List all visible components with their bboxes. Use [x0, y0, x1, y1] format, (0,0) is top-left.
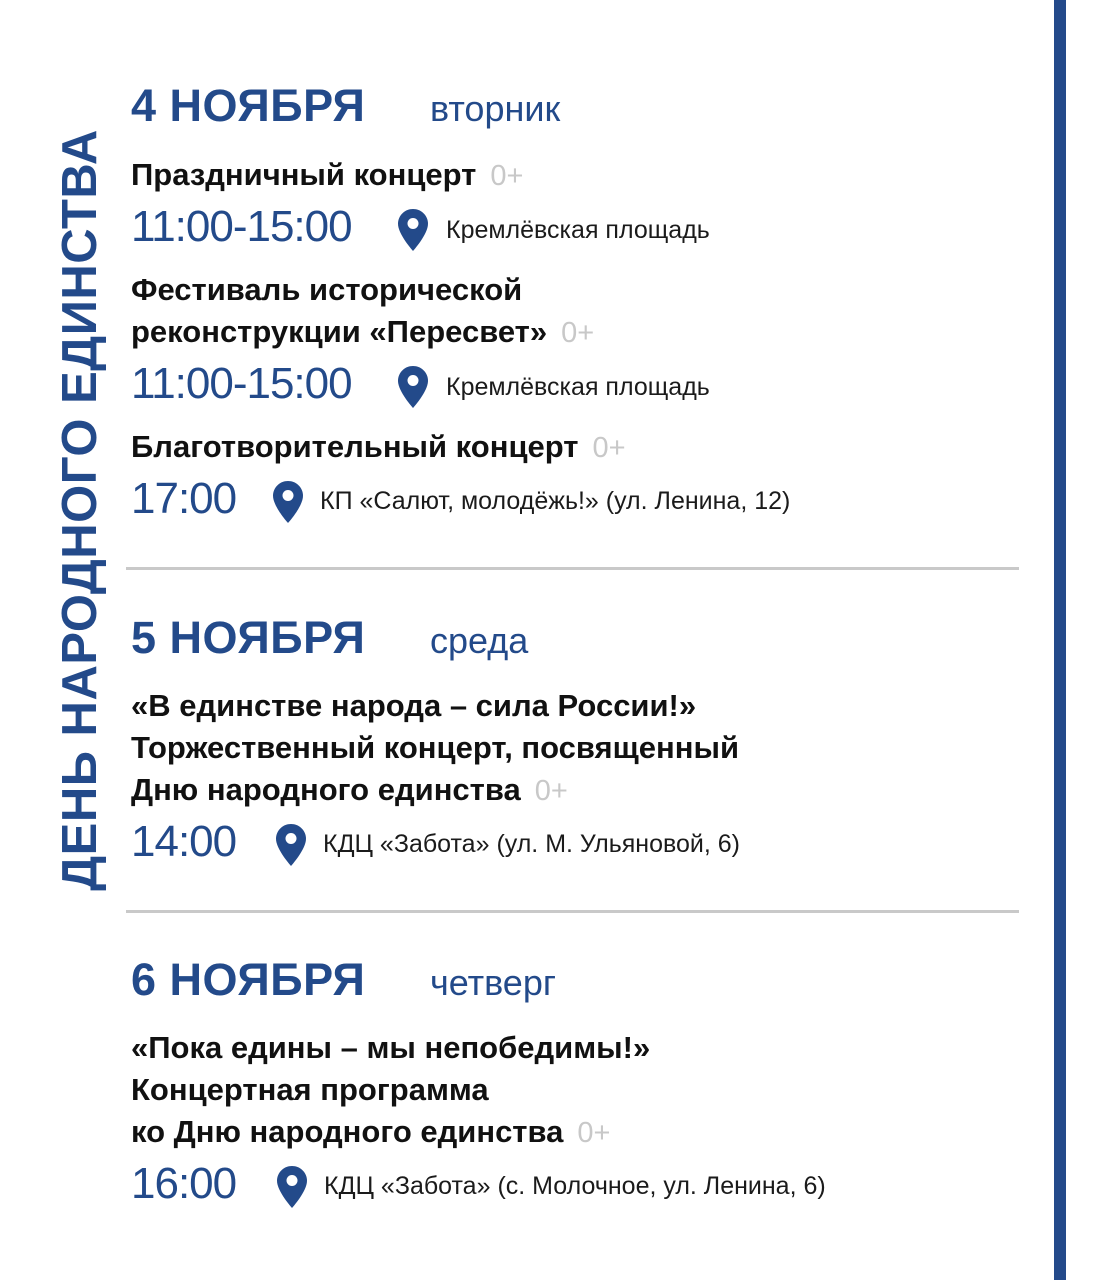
event-time: 17:00 [131, 474, 237, 523]
event-title-line: «В единстве народа – сила России!» [131, 688, 697, 723]
map-pin-icon [277, 1166, 307, 1208]
event-location: КП «Салют, молодёжь!» (ул. Ленина, 12) [320, 487, 791, 515]
map-pin-icon [276, 824, 306, 866]
event-location: Кремлёвская площадь [446, 373, 710, 401]
event-title [131, 769, 568, 812]
age-rating-badge: 0+ [592, 432, 626, 464]
event-title-line: Торжественный концерт, посвященный [131, 730, 740, 765]
day-date: 6 НОЯБРЯ [131, 954, 366, 1005]
event-title [131, 426, 626, 469]
event-location: Кремлёвская площадь [446, 216, 710, 244]
event-title-line: «Пока едины – мы непобедимы!» [131, 1030, 651, 1065]
age-rating-badge: 0+ [561, 317, 595, 349]
event-title [131, 154, 523, 197]
event-time: 14:00 [131, 817, 237, 866]
section-divider [126, 567, 1019, 570]
event-title-line: ко Дню народного единства [131, 1114, 564, 1149]
map-pin-icon [273, 481, 303, 523]
event-location: КДЦ «Забота» (с. Молочное, ул. Ленина, 6) [324, 1172, 826, 1200]
vertical-page-title: ДЕНЬ НАРОДНОГО ЕДИНСТВА [53, 129, 107, 891]
event-title [131, 1111, 610, 1154]
event-time: 11:00-15:00 [131, 202, 352, 251]
map-pin-icon [398, 366, 428, 408]
event-title-line: Концертная программа [131, 1072, 489, 1107]
day-weekday: среда [430, 620, 529, 661]
event-title-line: Благотворительный концерт [131, 429, 579, 464]
event-time: 16:00 [131, 1159, 237, 1208]
event-time: 11:00-15:00 [131, 359, 352, 408]
age-rating-badge: 0+ [490, 160, 524, 192]
map-pin-icon [398, 209, 428, 251]
event-location: КДЦ «Забота» (ул. М. Ульяновой, 6) [323, 830, 740, 858]
event-title [131, 311, 594, 354]
day-weekday: четверг [430, 962, 556, 1003]
age-rating-badge: 0+ [577, 1117, 611, 1149]
event-title-line: реконструкции «Пересвет» [131, 314, 548, 349]
day-date: 4 НОЯБРЯ [131, 80, 366, 131]
event-title-line: Праздничный концерт [131, 157, 477, 192]
age-rating-badge: 0+ [534, 775, 568, 807]
event-title-line: Дню народного единства [131, 772, 521, 807]
day-date: 5 НОЯБРЯ [131, 612, 366, 663]
day-weekday: вторник [430, 88, 561, 129]
right-accent-bar [1054, 0, 1066, 1280]
event-title-line: Фестиваль исторической [131, 272, 523, 307]
section-divider [126, 910, 1019, 913]
